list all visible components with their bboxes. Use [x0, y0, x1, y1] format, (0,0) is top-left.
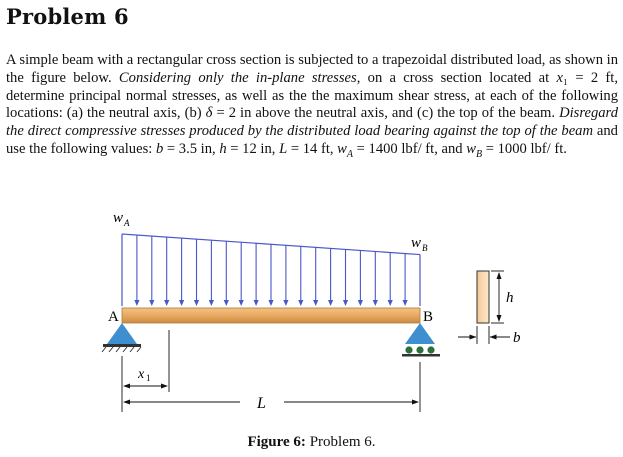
ground-line-b [402, 354, 440, 357]
paragraph-segment: Considering only the in-plane stresses [118, 69, 357, 86]
load-arrow-head [239, 300, 244, 306]
pin-support-a [102, 323, 141, 352]
support-a-label: A [108, 309, 119, 325]
paragraph-segment: B [475, 148, 483, 160]
load-arrow-head [313, 300, 318, 306]
width-label: b [513, 330, 521, 346]
paragraph-segment: Disregard the direct compressive stresses produced by the distributed load bearing against the top of the beam [6, 105, 618, 140]
height-arrowhead-bottom [497, 315, 502, 322]
problem-title: Problem 6 [6, 4, 129, 29]
height-label: h [506, 290, 514, 306]
x1-arrowhead-right [161, 384, 168, 389]
load-arrow-head [388, 300, 393, 306]
roller-support-triangle [405, 323, 435, 344]
paragraph-segment: x [556, 69, 563, 86]
beam [122, 308, 420, 323]
load-a-subscript: A [124, 218, 130, 228]
x1-subscript: 1 [146, 373, 151, 383]
load-arrow-head [149, 300, 154, 306]
x1-arrowhead-left [123, 384, 130, 389]
load-arrow-head [179, 300, 184, 306]
load-a-label: w [113, 210, 124, 226]
x1-label: x [138, 367, 145, 382]
roller-wheel [416, 346, 423, 353]
paragraph-segment: δ [205, 105, 213, 122]
paragraph-segment: A simple beam with a rectangular cross section is subjected to a trapezoidal distributed load, as shown in the figure below. [6, 52, 618, 86]
height-arrowhead-top [497, 272, 502, 279]
paragraph-segment: h [219, 140, 227, 157]
paragraph-segment: = 2 in above the neutral axis, and (c) the top of the beam. [212, 105, 560, 122]
paragraph-segment: and use the following values: [6, 123, 618, 157]
paragraph-segment: A [346, 148, 354, 160]
load-arrow-head [254, 300, 259, 306]
load-arrow-head [373, 300, 378, 306]
width-dimension [458, 326, 510, 344]
caption-text: Problem 6. [305, 434, 376, 450]
load-arrows [134, 235, 407, 306]
paragraph-segment: b [155, 140, 164, 157]
width-arrowhead-right [490, 335, 497, 340]
load-arrow-head [343, 300, 348, 306]
paragraph-segment: = 12 in, [226, 140, 280, 157]
span-label: L [257, 395, 266, 412]
load-arrow-head [298, 300, 303, 306]
load-arrow-head [194, 300, 199, 306]
roller-wheel [405, 346, 412, 353]
load-arrow-head [164, 300, 169, 306]
roller-support-b [402, 323, 440, 357]
paragraph-segment: w [466, 140, 476, 157]
distributed-load [122, 234, 420, 306]
roller-wheel [427, 346, 434, 353]
load-arrow-head [358, 300, 363, 306]
caption-label: Figure 6: [247, 434, 306, 450]
support-b-label: B [423, 309, 434, 325]
paragraph-segment: ₁ = 2 ft, determine principal normal stresses, as well as the the maximum shear stress, at each of the following locations: (a) the neutral axis, (b) [6, 69, 618, 122]
paragraph-segment: = 3.5 in, [163, 140, 220, 157]
load-b-subscript: B [422, 243, 428, 253]
load-arrow-head [134, 300, 139, 306]
load-arrow-head [403, 300, 408, 306]
load-arrow-head [268, 300, 273, 306]
load-arrow-head [328, 300, 333, 306]
figure-caption [0, 434, 623, 451]
width-arrowhead-left [470, 335, 477, 340]
load-arrow-head [224, 300, 229, 306]
paragraph-segment: w [337, 140, 347, 157]
paragraph-segment: = 1400 lbf/ ft, and [353, 140, 467, 157]
ground-hatch-a [102, 347, 141, 352]
load-arrow-head [283, 300, 288, 306]
pin-support-triangle [107, 323, 137, 344]
paragraph-segment: , on a cross section located at [356, 69, 557, 86]
span-dimension [126, 362, 420, 412]
span-arrowhead-left [123, 400, 130, 405]
ground-line-a [103, 344, 141, 347]
paragraph-segment: L [279, 140, 288, 157]
cross-section [477, 271, 489, 323]
load-b-label: w [411, 235, 422, 251]
span-arrowhead-right [412, 400, 419, 405]
load-arrow-head [209, 300, 214, 306]
paragraph-segment: = 14 ft, [287, 140, 338, 157]
paragraph-segment: = 1000 lbf/ ft. [482, 140, 567, 157]
